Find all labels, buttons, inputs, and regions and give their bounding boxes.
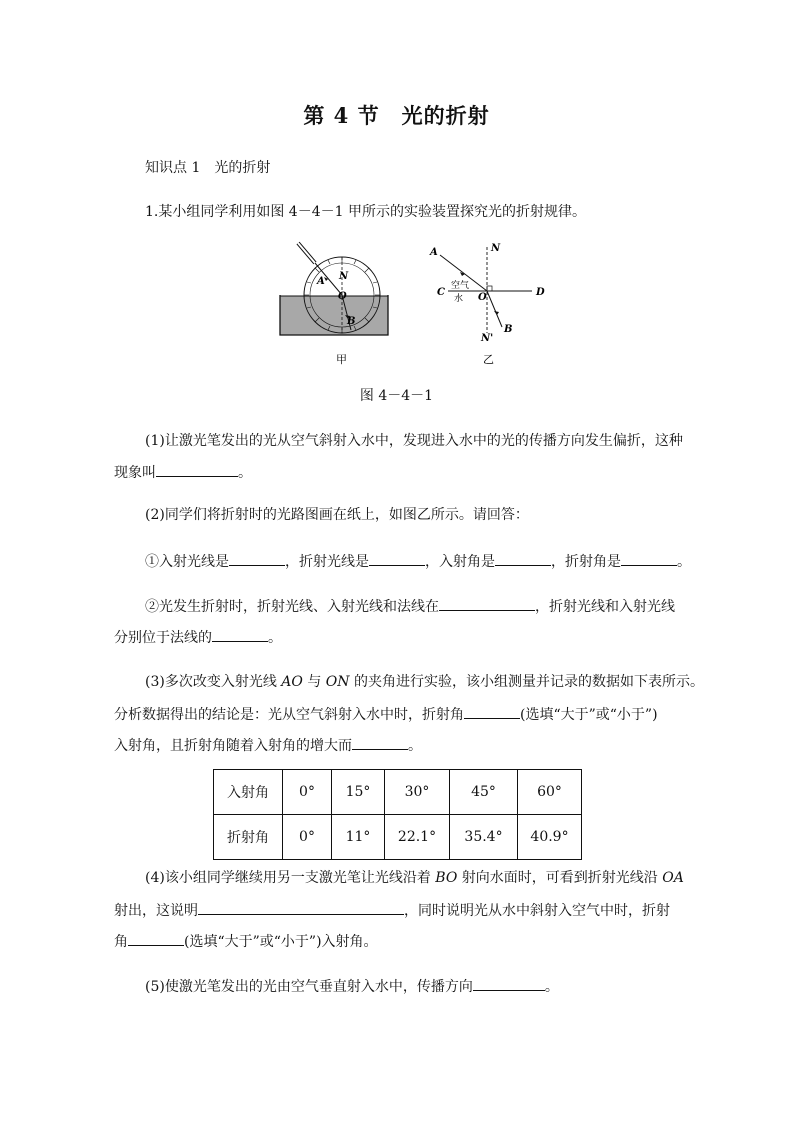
p2-1-line	[145, 551, 691, 571]
p3-line-b	[114, 704, 658, 724]
answer-blank-trend[interactable]	[352, 735, 408, 750]
p2-2-text-a: ②光发生折射时，折射光线、入射光线和法线在	[145, 599, 439, 615]
p3-on: ON	[325, 674, 350, 690]
table-cell: 30°	[385, 770, 450, 815]
label-a-left: A	[317, 276, 325, 287]
data-table	[213, 769, 582, 860]
p3-text-f: 入射角，且折射角随着入射角的增大而	[114, 738, 352, 754]
table-cell: 11°	[332, 815, 385, 860]
p1-text-c: 。	[238, 465, 252, 481]
label-b-left: B	[347, 316, 356, 327]
label-n-right: N	[491, 243, 501, 254]
p2-2-line-a	[145, 596, 675, 616]
p2-2-text-b: ，折射光线和入射光线	[535, 599, 675, 615]
p4-line-c	[114, 931, 378, 951]
page-title: 第 4 节 光的折射	[303, 103, 490, 128]
label-n-left: N	[339, 271, 349, 282]
p2-1-text-d: ，折射角是	[551, 554, 621, 570]
p4-text-c: 射出，这说明	[114, 903, 198, 919]
table-cell: 0°	[283, 815, 332, 860]
table-cell: 15°	[332, 770, 385, 815]
label-yi: 乙	[483, 353, 494, 366]
table-header-cell: 入射角	[214, 770, 283, 815]
label-water: 水	[454, 294, 464, 304]
figure-caption: 图 4－4－1	[359, 388, 434, 404]
table-header-cell: 折射角	[214, 815, 283, 860]
question-1-intro: 1.某小组同学利用如图 4－4－1 甲所示的实验装置探究光的折射规律。	[145, 204, 586, 220]
p3-text-c: 的夹角进行实验，该小组测量并记录的数据如下表所示。	[349, 674, 704, 690]
figure-4-4-1	[270, 235, 560, 370]
p4-line-b	[114, 900, 670, 920]
p2-2-line-b	[114, 627, 282, 647]
p5-line	[145, 976, 559, 996]
p2-line: (2)同学们将折射时的光路图画在纸上，如图乙所示。请回答：	[145, 507, 529, 523]
p4-line-a	[145, 869, 684, 887]
p4-oa: OA	[662, 870, 684, 886]
p2-1-text-b: ，折射光线是	[285, 554, 369, 570]
label-jia: 甲	[336, 353, 347, 366]
table-cell: 0°	[283, 770, 332, 815]
table-cell: 22.1°	[385, 815, 450, 860]
table-row	[214, 770, 582, 815]
p4-text-d: ，同时说明光从水中斜射入空气中时，折射	[404, 903, 670, 919]
p2-2-text-d: 。	[268, 630, 282, 646]
table-cell: 35.4°	[450, 815, 518, 860]
section-heading: 知识点 1 光的折射	[145, 160, 271, 176]
answer-blank-sides[interactable]	[212, 627, 268, 642]
label-b-right: B	[504, 324, 513, 335]
answer-blank-incident-ray[interactable]	[229, 551, 285, 566]
label-a-right: A	[430, 247, 438, 258]
p4-bo: BO	[435, 870, 458, 886]
p3-line-a	[145, 673, 704, 691]
answer-blank-same-plane[interactable]	[439, 596, 535, 611]
p2-1-text-e: 。	[677, 554, 691, 570]
p2-2-text-c: 分别位于法线的	[114, 630, 212, 646]
table-cell: 40.9°	[518, 815, 582, 860]
p5-text-a: (5)使激光笔发出的光由空气垂直射入水中，传播方向	[145, 979, 473, 995]
label-o-right: O	[478, 292, 487, 303]
answer-blank-incident-angle[interactable]	[495, 551, 551, 566]
label-air: 空气	[451, 281, 470, 291]
label-d: D	[536, 287, 545, 298]
p3-text-a: (3)多次改变入射光线	[145, 674, 282, 690]
table-cell: 60°	[518, 770, 582, 815]
apparatus-diagram	[280, 243, 388, 366]
answer-blank-1[interactable]	[156, 462, 238, 477]
answer-blank-water-to-air[interactable]	[128, 931, 184, 946]
p3-text-b: 与	[302, 674, 326, 690]
label-c: C	[437, 287, 445, 298]
p4-text-f: (选填“大于”或“小于”)入射角。	[184, 934, 378, 950]
light-path-diagram	[429, 243, 545, 366]
p2-1-text-c: ，入射角是	[425, 554, 495, 570]
answer-blank-refracted-ray[interactable]	[369, 551, 425, 566]
p3-text-d: 分析数据得出的结论是：光从空气斜射入水中时，折射角	[114, 707, 464, 723]
answer-blank-refraction-angle[interactable]	[621, 551, 677, 566]
p4-text-a: (4)该小组同学继续用另一支激光笔让光线沿着	[145, 870, 436, 886]
table-row	[214, 815, 582, 860]
p4-text-b: 射向水面时，可看到折射光线沿	[457, 870, 663, 886]
p1-line-b	[114, 462, 252, 482]
p3-text-g: 。	[408, 738, 422, 754]
answer-blank-reversible[interactable]	[198, 900, 404, 915]
label-o-left: O	[338, 291, 347, 302]
table-cell: 45°	[450, 770, 518, 815]
p5-text-b: 。	[544, 979, 559, 995]
p1-text-b: 现象叫	[114, 465, 156, 481]
p1-line-a: (1)让激光笔发出的光从空气斜射入水中，发现进入水中的光的传播方向发生偏折，这种	[145, 433, 683, 449]
p4-text-e: 角	[114, 934, 128, 950]
answer-blank-direction[interactable]	[473, 976, 545, 991]
p3-ao: AO	[281, 674, 303, 690]
p3-text-e: (选填“大于”或“小于”)	[520, 707, 658, 723]
p3-line-c	[114, 735, 422, 755]
p2-1-text-a: ①入射光线是	[145, 554, 229, 570]
label-n-prime: N'	[481, 333, 494, 344]
answer-blank-compare[interactable]	[464, 704, 520, 719]
